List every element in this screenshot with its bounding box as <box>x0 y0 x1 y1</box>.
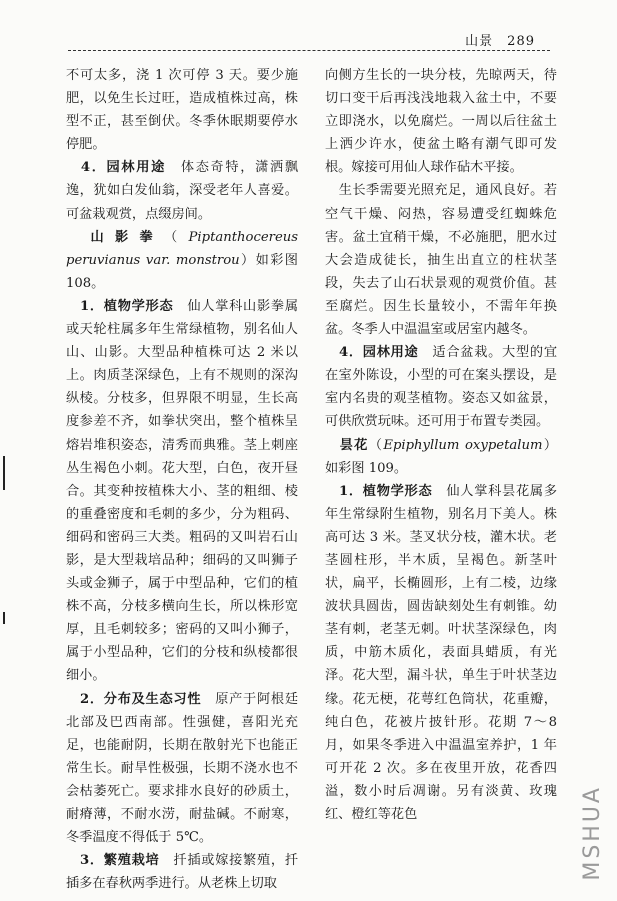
entry-heading: 昙花（Epiphyllum oxypetalum）如彩图 109。 <box>325 437 558 476</box>
paragraph: 4．园林用途 体态奇特，潇洒飘逸，犹如白发仙翁，深受老年人喜爱。可盆栽观赏，点缀房间。 <box>66 160 299 222</box>
paragraph: 2．分布及生态习性 原产于阿根廷北部及巴西南部。性强健，喜阳光充足，也能耐阴，长期在散射光下也能正常生长。耐旱性极强，长期不浇水也不会枯萎死亡。要求排水良好的砂质土，耐瘠薄，不耐水涝，耐盐碱。不耐寒，冬季温度不得低于 5℃。 <box>66 691 299 846</box>
header-rule <box>68 50 550 51</box>
entry-heading: 山影拳（Piptanthocereus peruvianus var. monstrou）如彩图 108。 <box>66 229 299 291</box>
section-lead: 1．植物学形态 <box>79 298 174 314</box>
watermark-logo: MSHUA <box>580 785 605 881</box>
paragraph: 不可太多，浇 1 次可停 3 天。要少施肥，以免生长过旺，造成植株过高，株型不正，甚至倒伏。冬季休眠期要停水停肥。 <box>66 68 298 153</box>
paragraph: 1．植物学形态 仙人掌科昙花属多年生常绿附生植物，别名月下美人。株高可达 3 米。茎叉状分枝，灌木状。老茎圆柱形，半木质，呈褐色。新茎叶状，扁平，长椭圆形，上有二棱，边缘波状具圆齿，圆齿缺刻处生有刺锥。幼茎有刺，老茎无刺。叶状茎深绿色，肉质，中筋木质化，表面具蜡质，有光泽。花大型，漏斗状，单生于叶状茎边缘。花无梗，花萼红色筒状，花重瓣，纯白色，花被片披针形。花期 7～8 月，如果冬季进入中温温室养护，1 年可开花 2 次。多在夜里开放，花香四溢，数小时后凋谢。另有淡黄、玫瑰红、橙红等花色 <box>325 483 558 822</box>
latin-name: Piptanthocereus peruvianus var. monstrou <box>66 229 299 268</box>
paragraph: 3．繁殖栽培 扦插或嫁接繁殖，扦插多在春秋两季进行。从老株上切取 <box>66 853 299 892</box>
running-head <box>465 30 535 49</box>
paragraph: 向侧方生长的一块分枝，先晾两天，待切口变干后再浅浅地栽入盆土中，不要立即浇水，以免腐烂。一周以后往盆土上洒少许水，使盆土略有潮气即可发根。嫁接可用仙人球作砧木平接。 <box>325 68 557 176</box>
entry-term: 昙花 <box>339 437 369 453</box>
section-lead: 4．园林用途 <box>80 160 166 176</box>
section-lead: 3．繁殖栽培 <box>79 853 160 869</box>
margin-mark <box>3 456 5 490</box>
left-column <box>66 64 298 895</box>
chapter-title: 山景 <box>465 34 494 49</box>
page-number: 289 <box>507 34 535 49</box>
paragraph: 4．园林用途 适合盆栽。大型的宜在室外陈设，小型的可在案头摆设，是室内名贵的观茎植物。姿态又如盆景，可供欣赏玩味。还可用于布置专类园。 <box>325 345 558 430</box>
section-lead: 1．植物学形态 <box>338 483 433 499</box>
paragraph: 1．植物学形态 仙人掌科山影拳属或天轮柱属多年生常绿植物，别名仙人山、山影。大型品种植株可达 2 米以上。肉质茎深绿色，上有不规则的深沟纵棱。分枝多，但界限不明显，生长高度参差不齐，如拳状突出，整个植株呈熔岩堆积姿态，清秀而典雅。茎上刺座丛生褐色小刺。花大型，白色，夜开昼合。其变种按植株大小、茎的粗细、棱的重叠密度和毛刺的多少，分为粗码、细码和密码三大类。粗码的又叫岩石山影，是大型栽培品种；细码的又叫狮子头或金狮子，属于中型品种，它们的植株不高，分枝多横向生长，所以株形宽厚，且毛刺较多；密码的又叫小狮子，属于小型品种，它们的分枝和纵棱都很细小。 <box>66 298 299 684</box>
section-lead: 2．分布及生态习性 <box>79 691 202 707</box>
margin-mark <box>3 612 5 624</box>
right-column <box>325 64 557 826</box>
entry-term: 山影拳 <box>90 229 165 245</box>
section-lead: 4．园林用途 <box>338 345 419 361</box>
latin-name: Epiphyllum oxypetalum <box>383 437 543 453</box>
paragraph: 生长季需要光照充足，通风良好。若空气干燥、闷热，容易遭受红蜘蛛危害。盆土宜稍干燥，不必施肥，肥水过大会造成徒长，抽生出直立的柱状茎段，失去了山石状景观的观赏价值。甚至腐烂。因生长量较小，不需年年换盆。冬季人中温温室或居室内越冬。 <box>325 183 558 338</box>
